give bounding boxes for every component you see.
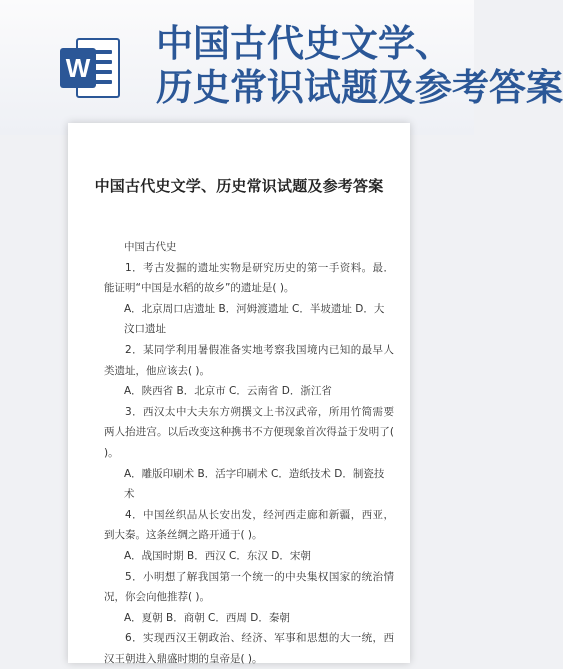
answer-options: A．北京周口店遗址 B．河姆渡遗址 C．半坡遗址 D．大汶口遗址 (124, 302, 385, 336)
word-document-icon (60, 36, 122, 100)
banner-title (156, 22, 563, 110)
word-letter-badge: W (60, 48, 96, 88)
question-text: 4．中国丝织品从长安出发，经河西走廊和新疆，西亚，到大秦。这条丝绸之路开通于( )。 (104, 508, 394, 542)
question-text: 2．某同学利用暑假准备实地考察我国境内已知的最早人类遗址，他应该去( )。 (104, 343, 394, 377)
answer-options: A．雕版印刷术 B．活字印刷术 C．造纸技术 D．制瓷技术 (124, 467, 385, 501)
banner-title-line1: 中国古代史文学、 (156, 22, 452, 65)
question-text: 6．实现西汉王朝政治、经济、军事和思想的大一统，西汉王朝进入鼎盛时期的皇帝是( )。 (104, 632, 394, 665)
banner-title-line2: 历史常识试题及参考答案 (156, 66, 563, 109)
answer-options: A．陕西省 B．北京市 C．云南省 D．浙江省 (124, 385, 332, 398)
answer-options: A．夏朝 B．商朝 C．西周 D．秦朝 (124, 611, 290, 624)
section-heading: 中国古代史 (124, 241, 177, 253)
document-title: 中国古代史文学、历史常识试题及参考答案 (94, 177, 384, 195)
header-banner (0, 0, 563, 135)
document-sheet (68, 123, 410, 663)
question-text: 5．小明想了解我国第一个统一的中央集权国家的统治情况，你会向他推荐( )。 (104, 570, 394, 604)
question-text: 1．考古发掘的遗址实物是研究历史的第一手资料。最．能证明“中国是水稻的故乡”的遗址是( )。 (104, 261, 394, 295)
question-text: 3．西汉太中大夫东方朔撰文上书汉武帝，所用竹简需要两人抬进宫。以后改变这种携书不方便现象首次得益于发明了( )。 (104, 405, 394, 459)
answer-options: A．战国时期 B．西汉 C．东汉 D．宋朝 (124, 549, 311, 562)
document-body (104, 237, 394, 669)
question-list (104, 258, 394, 669)
